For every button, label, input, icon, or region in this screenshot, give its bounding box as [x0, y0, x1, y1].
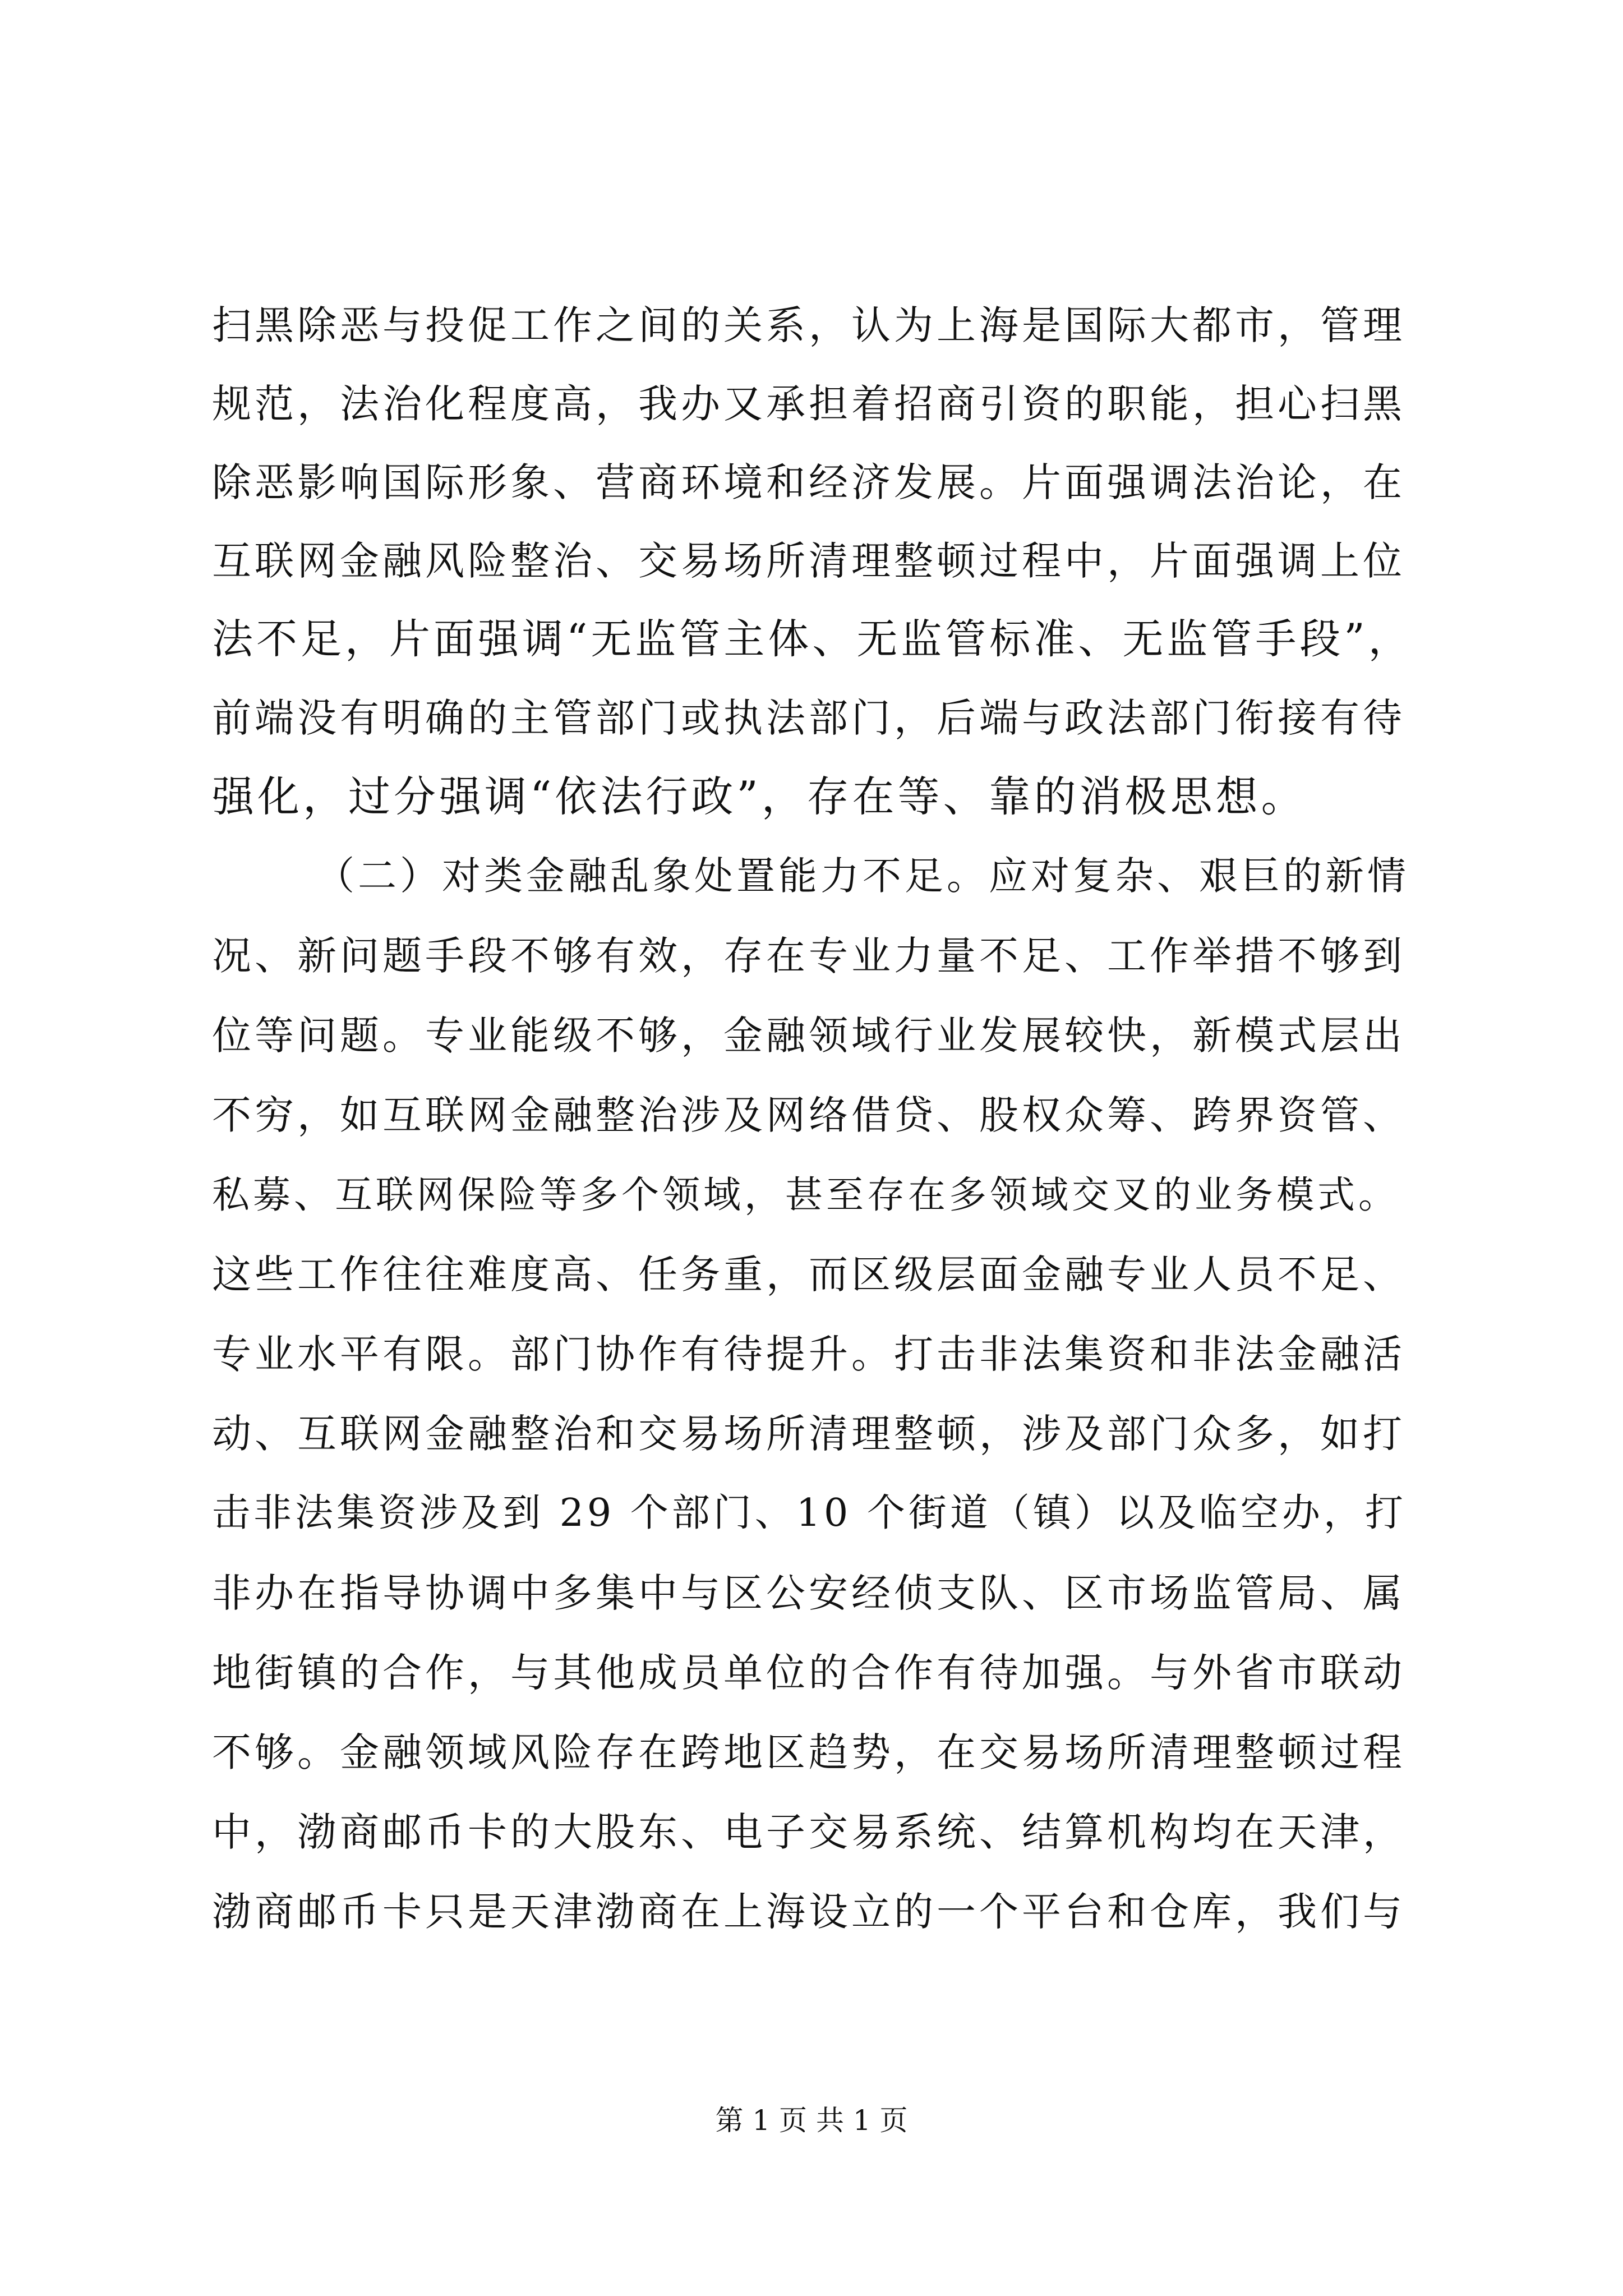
text-line: 不穷，如互联网金融整治涉及网络借贷、股权众筹、跨界资管、: [212, 1092, 1405, 1138]
text-line: 击非法集资涉及到 29 个部门、10 个街道（镇）以及临空办，打: [212, 1491, 1407, 1535]
text-line: 强化，过分强调“依法行政”，存在等、靠的消极思想。: [212, 772, 1307, 821]
text-line: 专业水平有限。部门协作有待提升。打击非法集资和非法金融活: [212, 1331, 1405, 1377]
text-line: 法不足，片面强调“无监管主体、无监管标准、无监管手段”，: [212, 615, 1413, 663]
text-line: 非办在指导协调中多集中与区公安经侦支队、区市场监管局、属: [212, 1570, 1405, 1616]
text-line: 规范，法治化程度高，我办又承担着招商引资的职能，担心扫黑: [212, 381, 1405, 427]
text-line: 私募、互联网保险等多个领域，甚至存在多领域交叉的业务模式。: [212, 1173, 1399, 1217]
page-number-footer: 第 1 页 共 1 页: [715, 2104, 908, 2137]
section-heading-line: （二）对类金融乱象处置能力不足。应对复杂、艰巨的新情: [316, 854, 1409, 899]
text-line: 渤商邮币卡只是天津渤商在上海设立的一个平台和仓库，我们与: [212, 1889, 1405, 1935]
text-line: 况、新问题手段不够有效，存在专业力量不足、工作举措不够到: [212, 933, 1405, 979]
text-line: 地街镇的合作，与其他成员单位的合作有待加强。与外省市联动: [212, 1650, 1405, 1696]
text-line: 动、互联网金融整治和交易场所清理整顿，涉及部门众多，如打: [212, 1411, 1405, 1457]
text-line: 中，渤商邮币卡的大股东、电子交易系统、结算机构均在天津，: [212, 1809, 1405, 1855]
text-line: 这些工作往往难度高、任务重，而区级层面金融专业人员不足、: [212, 1251, 1405, 1297]
text-line: 互联网金融风险整治、交易场所清理整顿过程中，片面强调上位: [212, 538, 1405, 584]
text-line: 位等问题。专业能级不够，金融领域行业发展较快，新模式层出: [212, 1013, 1405, 1059]
text-line: 前端没有明确的主管部门或执法部门，后端与政法部门衔接有待: [212, 695, 1405, 741]
text-line: 不够。金融领域风险存在跨地区趋势，在交易场所清理整顿过程: [212, 1729, 1405, 1775]
text-line: 扫黑除恶与投促工作之间的关系，认为上海是国际大都市，管理: [212, 302, 1405, 348]
text-line: 除恶影响国际形象、营商环境和经济发展。片面强调法治论，在: [212, 459, 1405, 505]
